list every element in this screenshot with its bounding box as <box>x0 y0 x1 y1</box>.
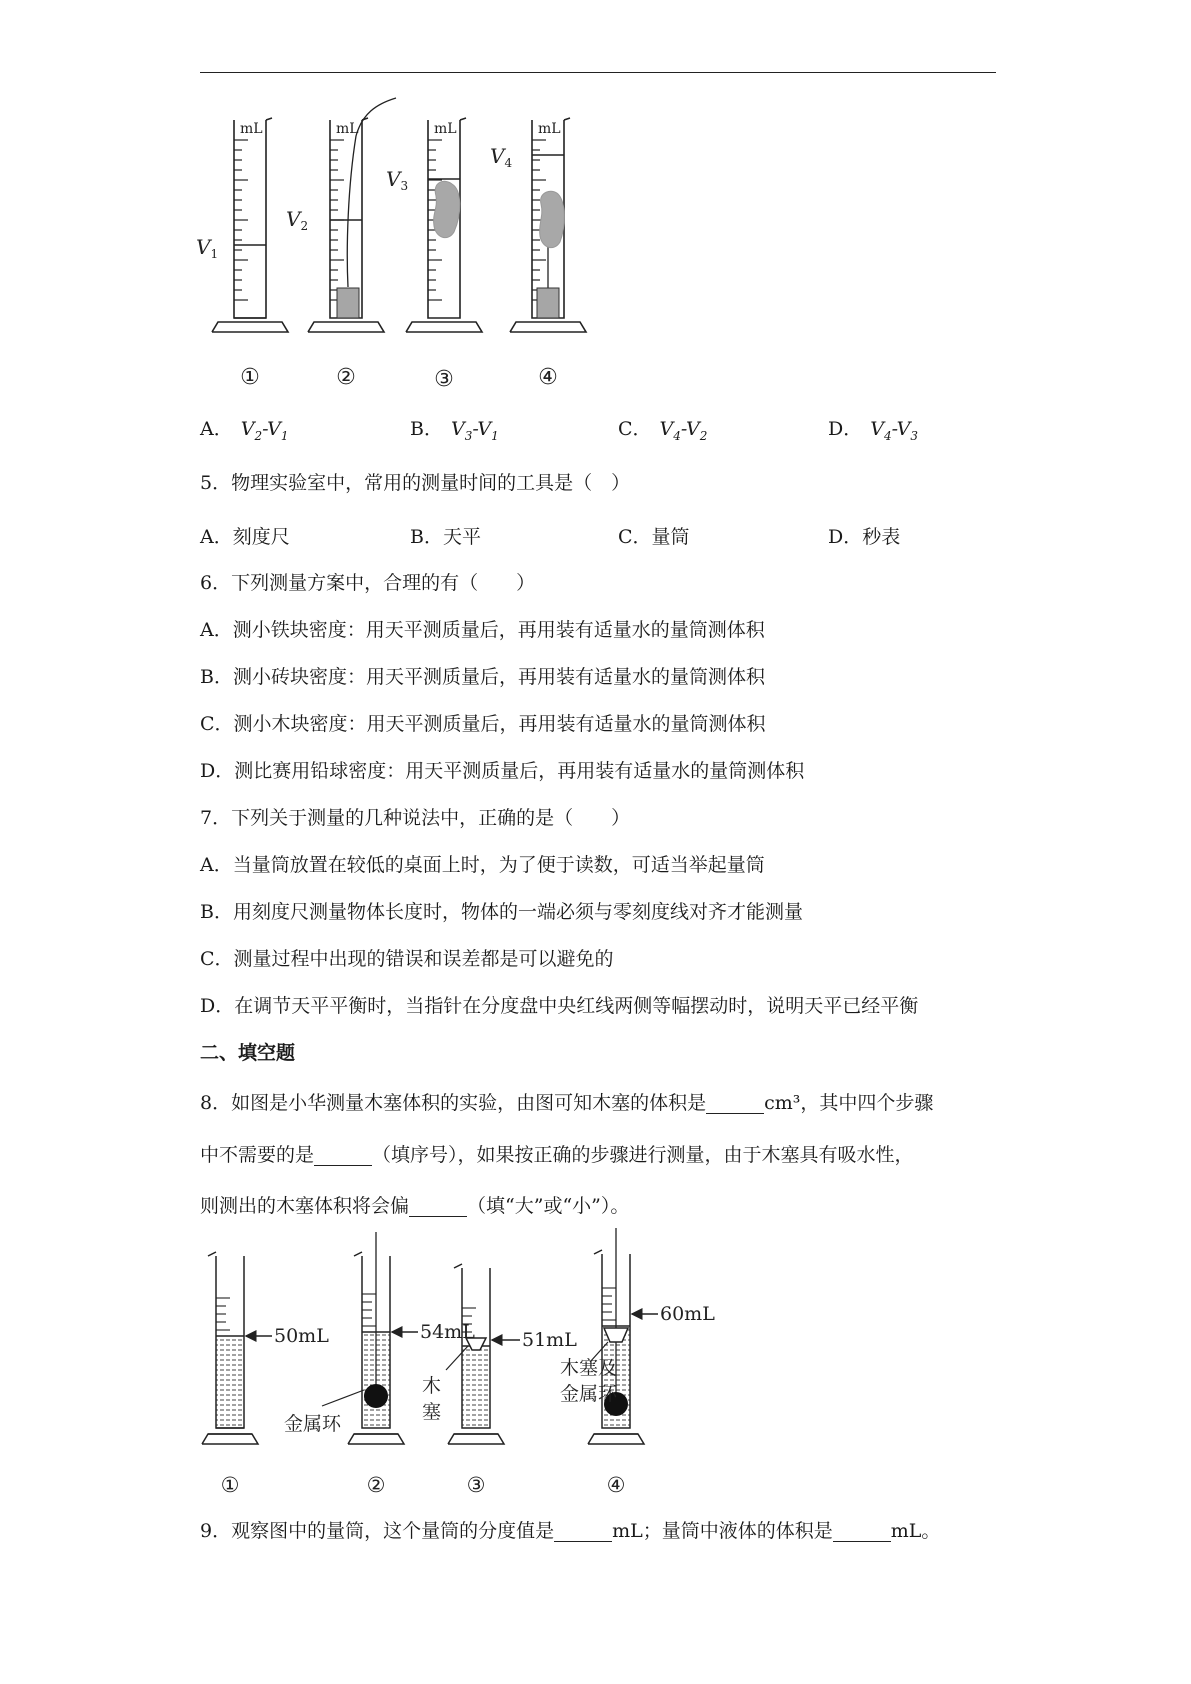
reading-step-1: 50mL <box>274 1325 329 1347</box>
q6-stem: 6．下列测量方案中，合理的有（ ） <box>200 572 536 594</box>
q7-option-c: C．测量过程中出现的错误和误差都是可以避免的 <box>200 948 614 970</box>
q6-option-c: C．测小木块密度：用天平测质量后，再用装有适量水的量筒测体积 <box>200 713 766 735</box>
q5-option-b: B．天平 <box>410 526 481 548</box>
label-metal-ring: 金属环 <box>284 1413 342 1435</box>
label-cork-1: 木 <box>422 1375 442 1397</box>
step-number-2: ② <box>366 1473 386 1497</box>
step-number-1: ① <box>220 1473 240 1497</box>
q9-blank-2[interactable] <box>833 1522 891 1542</box>
volume-label-v3: $V_3$ <box>386 167 409 193</box>
q8-line-3: 则测出的木塞体积将会偏 （填“大”或“小”）。 <box>200 1195 630 1217</box>
unit-label-1: mL <box>240 121 263 137</box>
label-cork-2: 塞 <box>422 1401 442 1423</box>
q5-option-d: D．秒表 <box>828 526 901 548</box>
q6-option-a: A．测小铁块密度：用天平测质量后，再用装有适量水的量筒测体积 <box>200 619 765 641</box>
unit-label-3: mL <box>434 121 457 137</box>
figure-2-cork-volume-experiment <box>196 1228 776 1504</box>
q4-option-d: D． $V_4-V_3$ <box>828 418 919 443</box>
label-cork-ring-2: 金属环 <box>560 1383 618 1405</box>
cylinder-number-2: ② <box>336 365 356 390</box>
cylinder-number-3: ③ <box>434 367 454 392</box>
q8-line-1: 8．如图是小华测量木塞体积的实验，由图可知木塞的体积是 cm³，其中四个步骤 <box>200 1092 934 1114</box>
q9-blank-1[interactable] <box>554 1522 612 1542</box>
q8-blank-2[interactable] <box>314 1146 372 1166</box>
q8-blank-3[interactable] <box>409 1197 467 1217</box>
cylinder-number-4: ④ <box>538 365 558 390</box>
q4-option-b: B． $V_3-V_1$ <box>410 418 499 443</box>
q8-line-2: 中不需要的是 （填序号），如果按正确的步骤进行测量，由于木塞具有吸水性， <box>200 1144 914 1166</box>
q5-option-a: A．刻度尺 <box>200 526 290 548</box>
q6-option-d: D．测比赛用铅球密度：用天平测质量后，再用装有适量水的量筒测体积 <box>200 760 805 782</box>
cylinder-step-1 <box>202 1252 272 1444</box>
reading-step-4: 60mL <box>660 1303 715 1325</box>
cylinder-step-3 <box>446 1264 520 1444</box>
reading-step-2: 54mL <box>420 1321 475 1343</box>
step-number-4: ④ <box>606 1473 626 1497</box>
q7-option-b: B．用刻度尺测量物体长度时，物体的一端必须与零刻度线对齐才能测量 <box>200 901 803 923</box>
header-rule <box>200 72 996 73</box>
cylinder-1 <box>212 118 288 332</box>
reading-step-3: 51mL <box>522 1329 577 1351</box>
cylinder-number-1: ① <box>240 365 260 390</box>
label-cork-ring-1: 木塞及 <box>560 1357 618 1379</box>
volume-label-v4: $V_4$ <box>490 144 513 170</box>
q6-option-b: B．测小砖块密度：用天平测质量后，再用装有适量水的量筒测体积 <box>200 666 765 688</box>
volume-label-v1: $V_1$ <box>196 235 219 261</box>
section-heading-fill-blank: 二、填空题 <box>200 1042 296 1064</box>
unit-label-4: mL <box>538 121 561 137</box>
q7-stem: 7．下列关于测量的几种说法中，正确的是（ ） <box>200 807 631 829</box>
q5-stem: 5．物理实验室中，常用的测量时间的工具是（ ） <box>200 472 631 494</box>
volume-label-v2: $V_2$ <box>286 207 309 233</box>
q8-blank-1[interactable] <box>706 1094 764 1114</box>
q4-option-c: C． $V_4-V_2$ <box>618 418 708 443</box>
q5-option-c: C．量筒 <box>618 526 690 548</box>
unit-label-2: mL <box>336 121 359 137</box>
step-number-3: ③ <box>466 1473 486 1497</box>
q4-option-a: A． $V_2-V_1$ <box>200 418 289 443</box>
q7-option-d: D．在调节天平平衡时，当指针在分度盘中央红线两侧等幅摆动时，说明天平已经平衡 <box>200 995 919 1017</box>
figure-1-graduated-cylinders <box>196 96 636 398</box>
q7-option-a: A．当量筒放置在较低的桌面上时，为了便于读数，可适当举起量筒 <box>200 854 765 876</box>
q9-stem: 9．观察图中的量筒，这个量筒的分度值是 mL；量筒中液体的体积是 mL。 <box>200 1520 941 1542</box>
